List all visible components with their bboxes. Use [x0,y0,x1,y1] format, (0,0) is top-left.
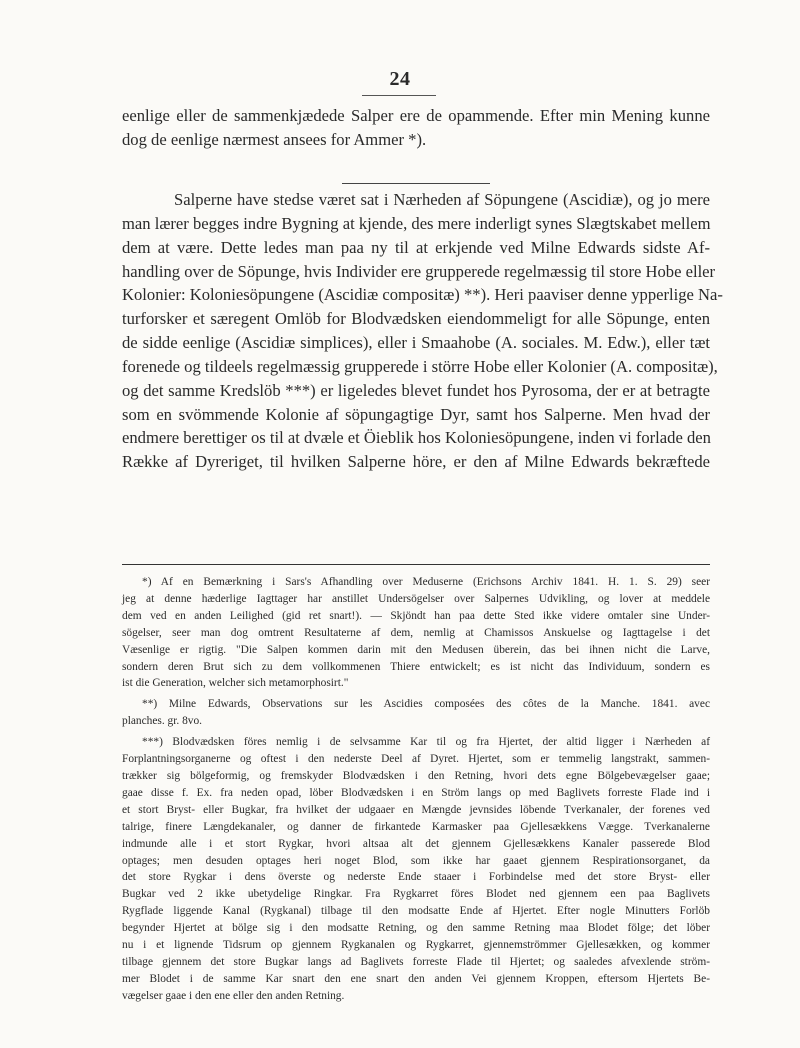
footnote-line: vægelser gaae i den ene eller den anden Retning. [122,989,345,1002]
footnote-line: talrige, finere Længdekanaler, og danner de firkantede Karmasker paa Gjellesækkens Vægge. Tverkanalerne [122,820,710,833]
text-line: Række af Dyreriget, til hvilken Salperne höre, er den af Milne Edwards bekræftede [122,452,710,472]
section-divider [342,183,490,184]
text-line: endmere berettiger os til at dvæle et Öieblik hos Koloniesöpungene, inden vi forlade den [122,428,711,448]
opening-paragraph [122,104,710,152]
text-line: dog de eenlige nærmest ansees for Ammer *). [122,129,427,149]
footnote-line: trækker sig bölgeformig, og fremskyder Blodvædsken i den Retning, hvori dets egne Bölgebevægelser gaae; [122,769,710,782]
main-paragraph [122,188,723,474]
footnote-line: ist die Generation, welcher sich metamorphosirt." [122,677,349,690]
footnote-line: tilbage gjennem det store Bugkar langs ad Baglivets forreste Flade til Hjertet; og saaledes afvexlende ström- [122,955,710,968]
text-line: dem at være. Dette ledes man paa ny til at erkjende ved Milne Edwards sidste Af- [122,237,710,257]
footnote-line: mer Blodet i de samme Kar snart den ene snart den anden Vei gjennem Kroppen, eftersom Hjertets Be- [122,972,710,985]
text-line: de sidde eenlige (Ascidiæ simplices), eller i Smaahobe (A. sociales. M. Edw.), eller tæt [122,333,710,353]
text-line: turforsker et særegent Omlöb for Blodvædsken eiendommeligt for alle Söpunge, enten [122,309,710,329]
footnote-line: nu i et lignende Tidsrum op gjennem Rygkanalen og Rygkarret, gjennemströmmer Gjellesækken, og kommer [122,939,710,952]
text-line: som en svömmende Kolonie af söpungagtige Dyr, samt hos Salperne. Men hvad der [122,404,710,424]
footnote-line: Rygflade liggende Kanal (Rygkanal) tilbage til den modsatte Ende af Hjertet. Efter nogle Minutters Forlöb [122,905,710,918]
footnote-line: sondern deren Brut sich zu dem vollkommenen Thiere entwickelt; es ist nicht das Individuum, sondern es [122,660,710,673]
footnotes [122,574,710,1005]
footnote-line: sögelser, seer man dog omtrent Resultaterne af dem, nemlig at Chamissos Anskuelse og Iagttagelse i det [122,626,710,639]
footnote-line: det store Rygkar i dens överste og nederste Ende staaer i Forbindelse med det store Bryst- eller [122,871,710,884]
text-line: man lærer begges indre Bygning at kjende, des mere inderligt synes Slægtskabet mellem [122,213,711,233]
text-line: og det samme Kredslöb ***) er ligeledes blevet fundet hos Pyrosoma, der er at betragte [122,380,710,400]
footnote-separator [122,564,710,565]
footnote-line: planches. gr. 8vo. [122,715,203,728]
footnote-line: Bugkar ved 2 ikke ubetydelige Ringkar. Fra Rygkarret föres Blodet ned gjennem een paa Baglivets [122,888,710,901]
footnote-line: jeg at denne hæderlige Iagttager har anstillet Undersögelser over Salpernes Udvikling, og lover at meddele [122,592,710,605]
text-line: eenlige eller de sammenkjædede Salper ere de opammende. Efter min Mening kunne [122,106,710,125]
page-number: 24 [389,68,411,90]
footnote-line: indmunde alle i et stort Rygkar, hvori altsaa alt det gjennem Gjellesækkens Kanaler passerede Blod [122,837,710,850]
footnote-line: ***) Blodvædsken föres nemlig i de selvsamme Kar til og fra Hjertet, der altid ligger i Nærheden af [142,736,710,749]
footnote-1 [122,574,710,692]
footnote-line: Forplantningsorganerne og oftest i den nederste Deel af Dyret. Hjertet, som er temmelig langstrakt, sammen- [122,753,710,766]
text-line: forenede og tildeels regelmæssig grupperede i större Hobe eller Kolonier (A. compositæ), [122,356,718,376]
footnote-line: dem ved en anden Leilighed (gid ret snart!). — Skjöndt han paa dette Sted ikke videre omtaler sine Under- [122,609,710,622]
footnote-line: et stort Bryst- eller Bugkar, fra hvilket der udgaaer en Mængde jevnsides löbende Tverkanaler, der forenes ved [122,803,710,816]
text-line: Salperne have stedse været sat i Nærheden af Söpungene (Ascidiæ), og jo mere [174,190,710,209]
footnote-line: *) Af en Bemærkning i Sars's Afhandling over Meduserne (Erichsons Archiv 1841. H. 1. S. 29) seer [142,576,710,588]
footnote-2 [122,696,710,730]
text-line: handling over de Söpunge, hvis Individer ere grupperede regelmæssig til store Hobe eller [122,261,716,281]
text-line: Kolonier: Koloniesöpungene (Ascidiæ compositæ) **). Heri paaviser denne ypperlige Na- [122,285,723,305]
footnote-line: **) Milne Edwards, Observations sur les Ascidies composées des côtes de la Manche. 1841. avec [142,698,710,711]
footnote-3 [122,734,710,1005]
footnote-line: begynder Hjertet at bölge sig i den modsatte Retning, og den samme Retning maa Blodet fölge; det löber [122,922,710,935]
footnote-line: Væsenlige er rigtig. "Die Salpen kommen darin mit den Medusen überein, das bei ihnen nicht die Larve, [122,643,710,656]
footnote-line: gaae disse f. Ex. fra neden opad, löber Blodvædsken i en Ström langs op med Baglivets forreste Flade ind i [122,786,710,799]
page-number-rule [362,95,436,96]
footnote-line: optages; men desuden optages heri noget Blod, som ikke har gaaet gjennem Respirationsorganet, da [122,854,710,867]
